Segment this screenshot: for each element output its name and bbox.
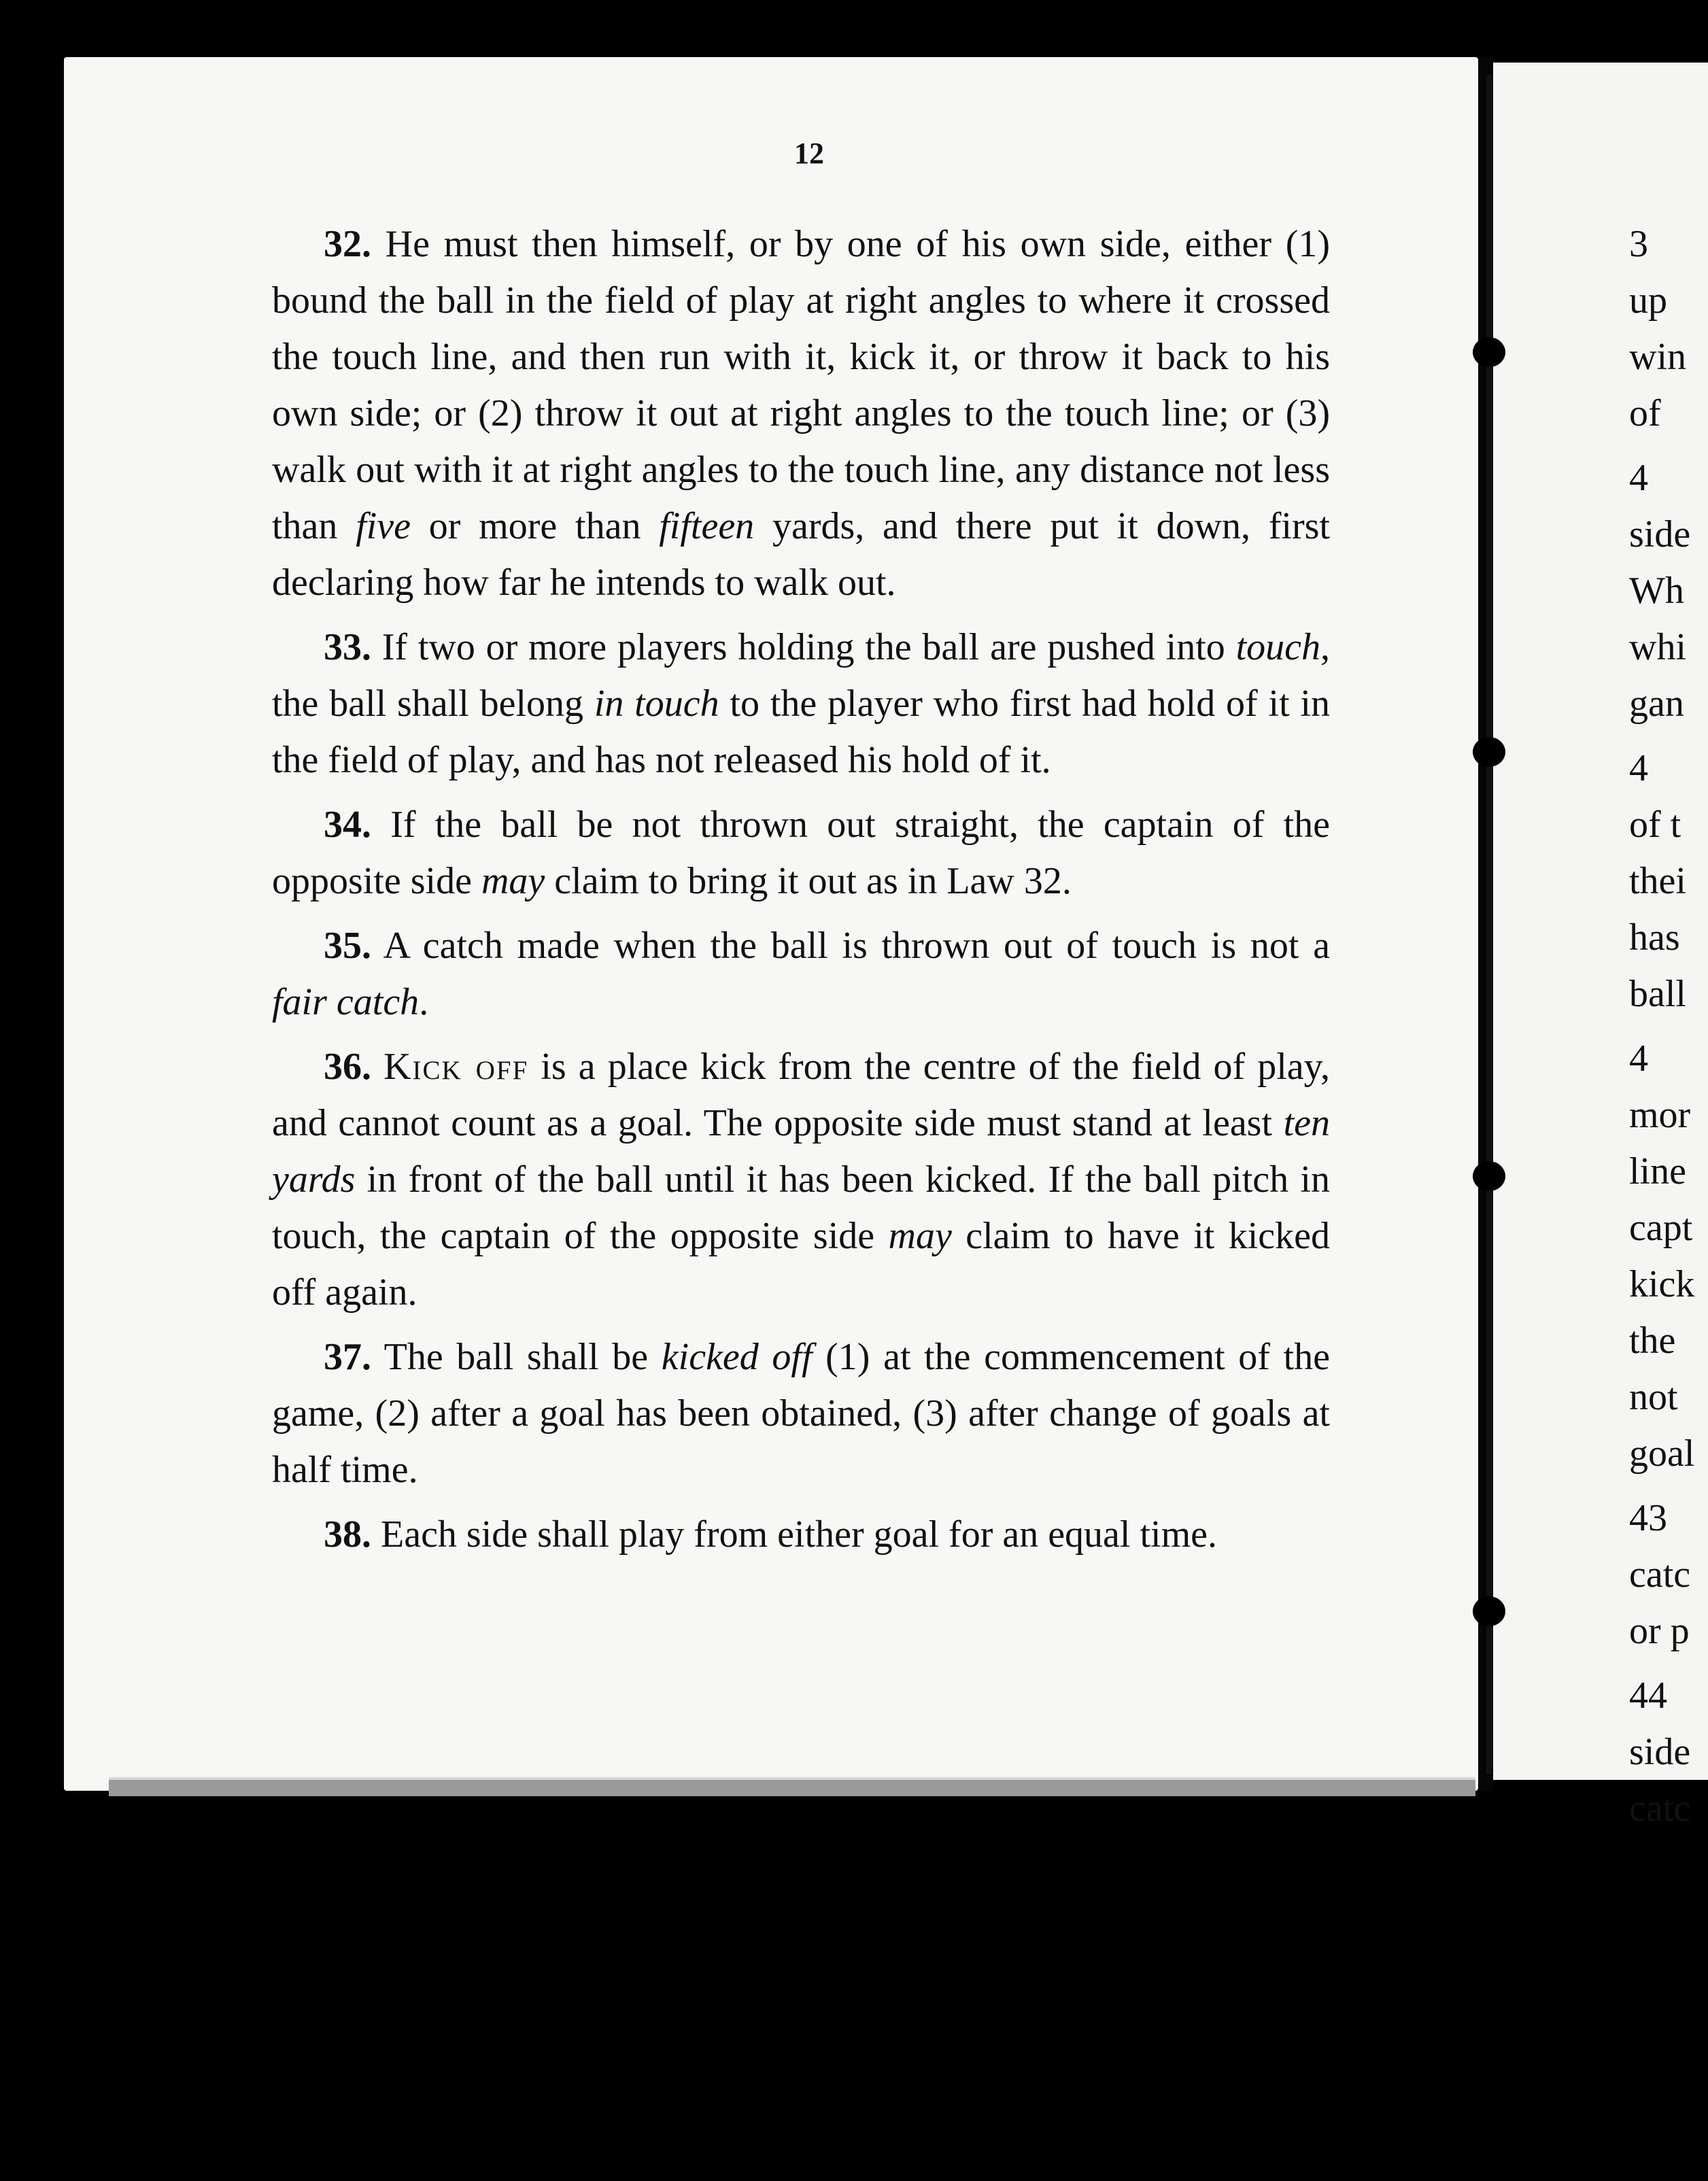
italic-term: touch: [1235, 626, 1320, 668]
page-edge: [109, 1777, 1475, 1796]
law-paragraph: [272, 1329, 1330, 1498]
law-text: [371, 1046, 383, 1088]
italic-term: kicked off: [661, 1336, 813, 1378]
facing-page-fragment: [1629, 732, 1708, 740]
facing-page-fragment: the: [1629, 1320, 1676, 1362]
binding-stitch: [1473, 1161, 1505, 1191]
law-paragraph: [272, 619, 1330, 789]
italic-term: five: [356, 505, 411, 547]
facing-page-fragment: 4: [1629, 747, 1648, 789]
facing-page-fragment: 4: [1629, 457, 1648, 499]
law-paragraph: [272, 216, 1330, 611]
law-text: claim to bring it out as in Law 32.: [545, 860, 1072, 902]
law-paragraph: [272, 918, 1330, 1031]
facing-page-fragment: not: [1629, 1376, 1678, 1418]
facing-page-text-fragments: [1629, 216, 1708, 1837]
italic-term: ten yards: [272, 1102, 1330, 1201]
facing-page-fragment: capt: [1629, 1207, 1693, 1249]
law-text: (1) at the commencement of the game, (2) after a goal has been obtained, (3) after change of goals at half time.: [272, 1336, 1330, 1491]
laws-text-block: [272, 216, 1330, 1571]
italic-term: fair catch: [272, 981, 420, 1023]
law-number: 36.: [324, 1046, 371, 1088]
law-number: 35.: [324, 925, 371, 967]
facing-page-fragment: [1629, 442, 1708, 450]
facing-page-fragment: 43: [1629, 1497, 1667, 1539]
law-text: Each side shall play from either goal for an equal time.: [371, 1513, 1218, 1556]
facing-page-fragment: of: [1629, 392, 1661, 434]
facing-page-fragment: gan: [1629, 683, 1684, 725]
italic-term: fifteen: [659, 505, 755, 547]
facing-page-fragment: 44: [1629, 1675, 1667, 1717]
facing-page-fragment: 4: [1629, 1037, 1648, 1080]
law-number: 34.: [324, 804, 371, 846]
law-text: The ball shall be: [371, 1336, 662, 1378]
facing-page-fragment: up: [1629, 279, 1667, 322]
binding-stitch: [1473, 337, 1505, 367]
law-text: is a place kick from the centre of the field of play, and cannot count as a goal. The opposite side must stand at least: [272, 1046, 1330, 1144]
law-text: yards, and there put it down, first declaring how far he intends to walk out.: [272, 505, 1330, 604]
binding-stitch: [1473, 1596, 1505, 1626]
law-paragraph: [272, 1039, 1330, 1321]
law-text: claim to have it kicked off again.: [272, 1215, 1330, 1313]
facing-page-fragment: catc: [1629, 1787, 1691, 1830]
small-caps-term: Kick off: [383, 1046, 529, 1088]
facing-page-fragment: catc: [1629, 1553, 1691, 1596]
law-text: A catch made when the ball is thrown out of touch is not a: [371, 925, 1330, 967]
facing-page-fragment: ball: [1629, 973, 1686, 1015]
facing-page-fragment: line: [1629, 1150, 1686, 1192]
law-number: 38.: [324, 1513, 371, 1556]
law-paragraph: [272, 1507, 1330, 1563]
facing-page-fragment: has: [1629, 916, 1680, 959]
law-paragraph: [272, 797, 1330, 910]
facing-page-fragment: or p: [1629, 1610, 1690, 1652]
law-number: 33.: [324, 626, 371, 668]
italic-term: in touch: [594, 683, 719, 725]
law-text: .: [419, 981, 429, 1023]
facing-page-fragment: kick: [1629, 1263, 1695, 1305]
law-text: or more than: [411, 505, 660, 547]
binding-stitch: [1473, 737, 1505, 767]
facing-page-fragment: side: [1629, 1731, 1691, 1773]
law-text: in front of the ball until it has been kicked. If the ball pitch in touch, the captain of the opposite side: [272, 1158, 1330, 1257]
facing-page-fragment: 3: [1629, 223, 1648, 265]
law-text: , the ball shall belong: [272, 626, 1330, 725]
facing-page-fragment: side: [1629, 513, 1691, 555]
law-text: If the ball be not thrown out straight, the captain of the opposite side: [272, 804, 1330, 902]
law-number: 37.: [324, 1336, 371, 1378]
italic-term: may: [481, 860, 545, 902]
facing-page-fragment: Wh: [1629, 570, 1684, 612]
facing-page-fragment: [1629, 1660, 1708, 1668]
law-text: If two or more players holding the ball are pushed into: [371, 626, 1236, 668]
page-number: 12: [794, 137, 824, 170]
facing-page-fragment: [1629, 1023, 1708, 1031]
italic-term: may: [888, 1215, 952, 1257]
facing-page-fragment: mor: [1629, 1094, 1691, 1136]
facing-page-fragment: goal: [1629, 1432, 1695, 1475]
law-text: to the player who first had hold of it in the field of play, and has not released his hold of it.: [272, 683, 1330, 781]
facing-page-fragment: of t: [1629, 804, 1681, 846]
facing-page-fragment: win: [1629, 336, 1686, 378]
facing-page-fragment: [1629, 1482, 1708, 1490]
facing-page-fragment: whi: [1629, 626, 1686, 668]
binding-spine-line: [1486, 75, 1492, 1774]
law-text: He must then himself, or by one of his own side, either (1) bound the ball in the field of play at right angles to where it crossed the touch line, and then run with it, kick it, or throw it back to his own side; or (2) throw it out at right angles to the touch line; or (3) walk out with it at right angles to the touch line, any distance not less than: [272, 223, 1330, 547]
facing-page-fragment: thei: [1629, 860, 1686, 902]
law-number: 32.: [324, 223, 371, 265]
